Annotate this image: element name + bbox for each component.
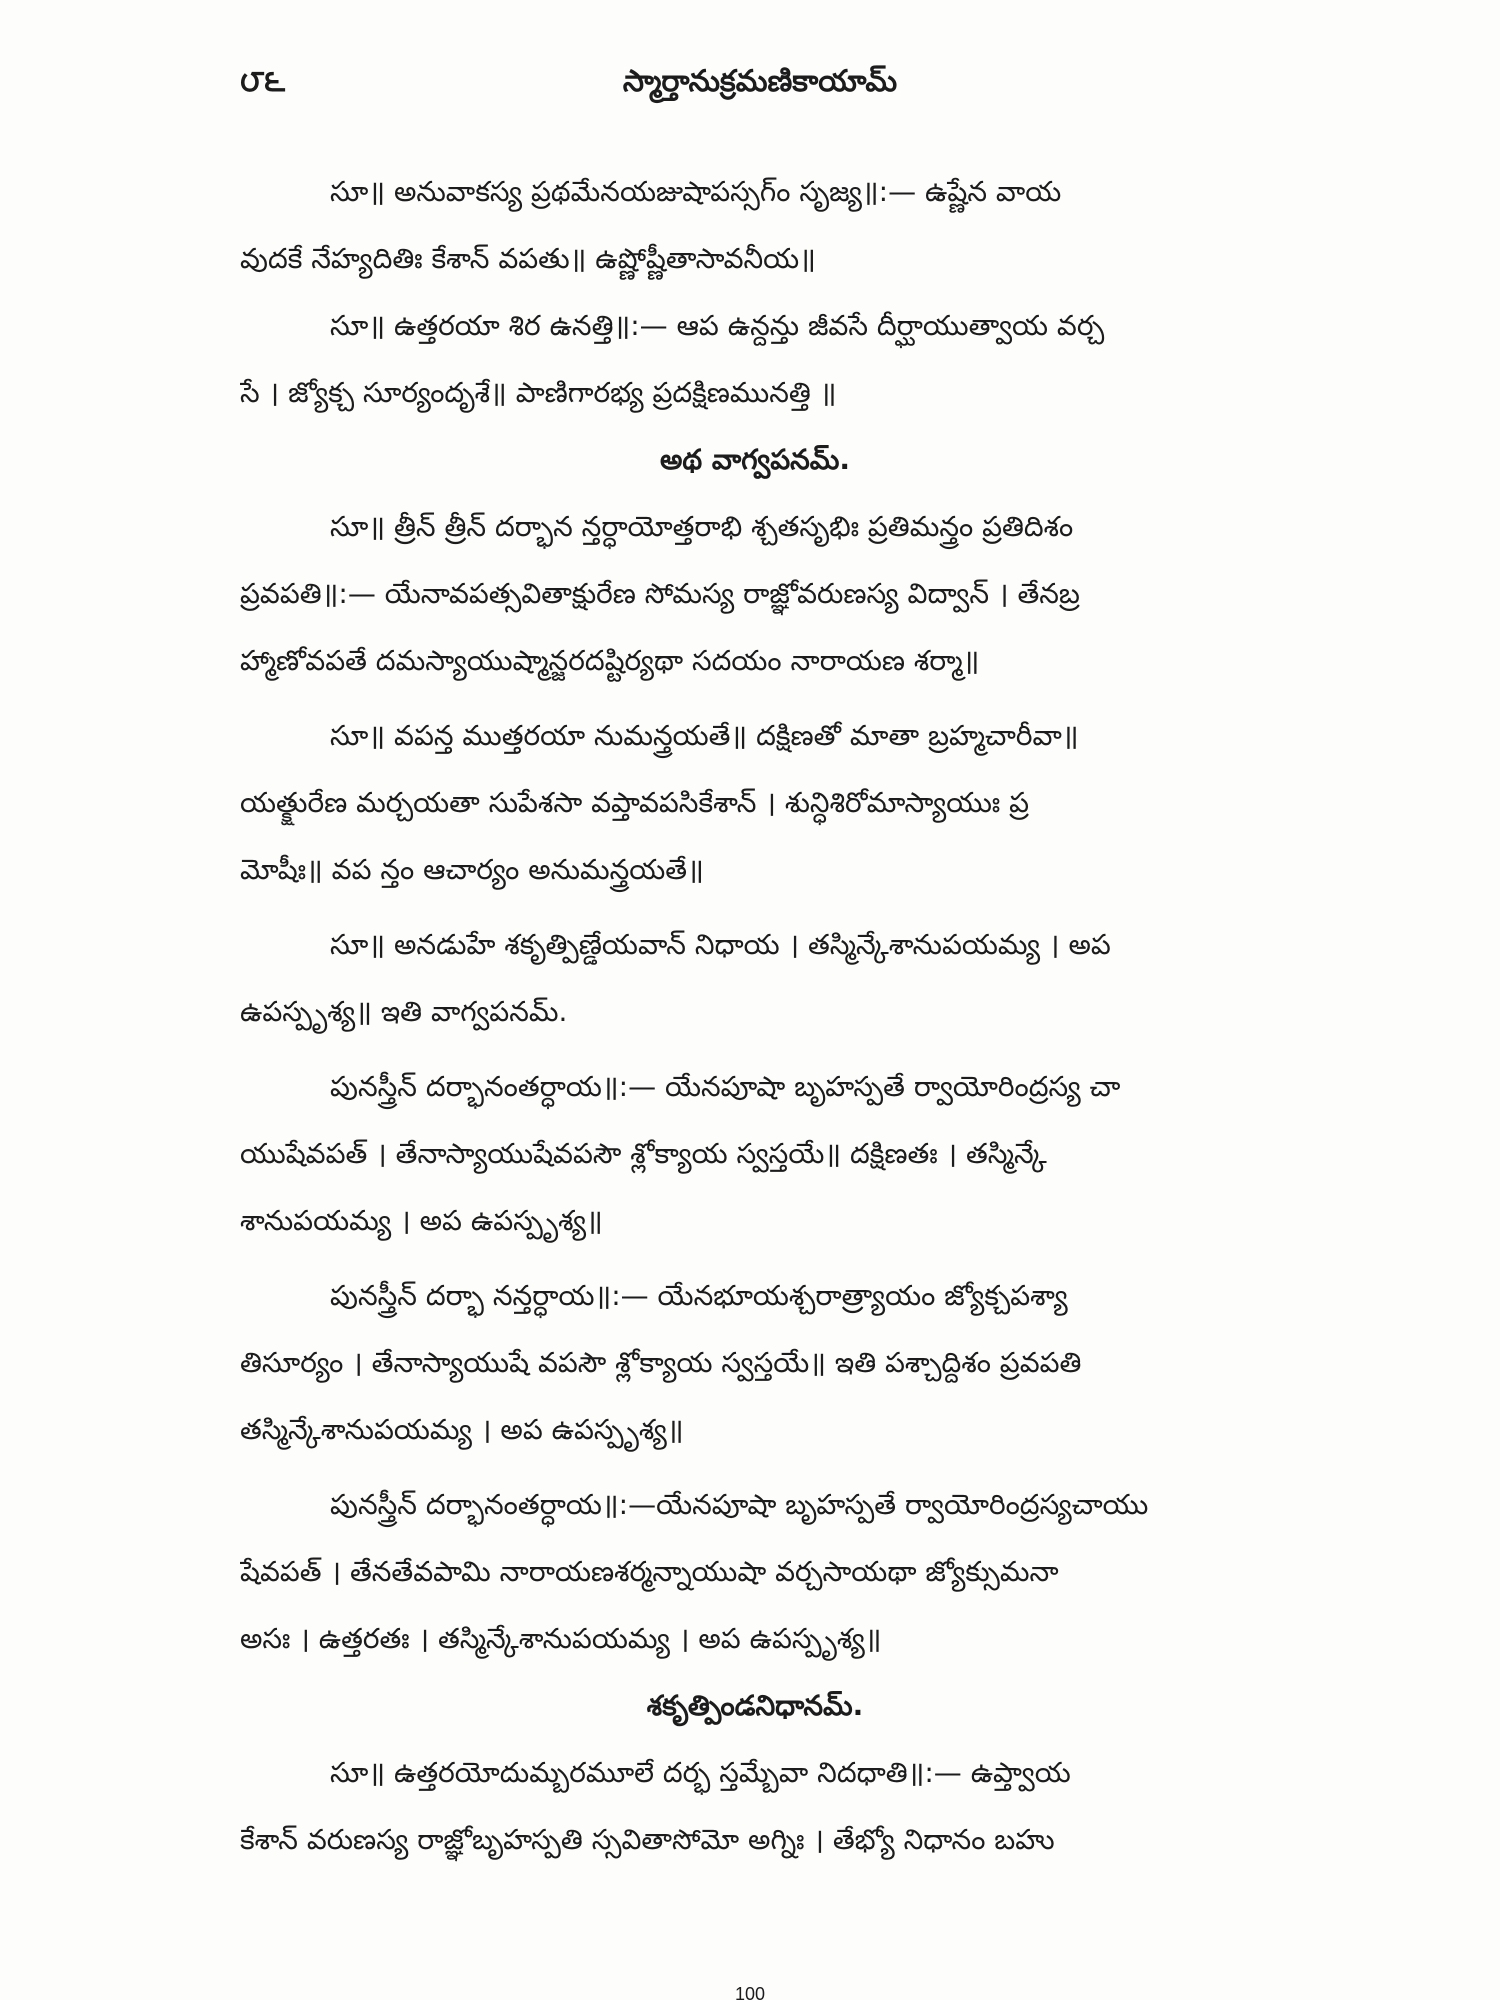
text-line: సూ॥ త్రీన్ త్రీన్ దర్భాన న్తర్ధాయోత్తరాభి శ్చతసృభిః ప్రతిమన్త్రం ప్రతిదిశం: [330, 510, 1074, 543]
text-line: ప్రవపతి॥:— యేనావపత్సవితాక్షురేణ సోమస్య రాజ్ఞోవరుణస్య విద్వాన్ । తేనబ్ర: [240, 577, 1080, 610]
page-number: 100: [734, 1984, 766, 2004]
text-line: సూ॥ అనువాకస్య ప్రథమేనయజుషాపస్సగ్ం సృజ్య॥:— ఉష్ణేన వాయ: [330, 175, 1062, 208]
page-footer: [0, 1984, 1500, 2005]
text-line: శానుపయమ్య । అప ఉపస్పృశ్య॥: [240, 1204, 603, 1237]
text-line: కేశాన్ వరుణస్య రాజ్ఞోబృహస్పతి స్సవితాసోమో అగ్నిః । తేభ్యో నిధానం బహు: [240, 1823, 1055, 1856]
text-line: షేవపత్ । తేనతేవపామి నారాయణశర్మన్నాయుషా వర్చసాయథా జ్యోక్సుమనా: [240, 1555, 1059, 1588]
section-heading: అథ వాగ్వపనమ్.: [659, 443, 851, 476]
running-title: స్మార్తానుక్రమణికాయామ్: [622, 64, 898, 99]
page-header: [240, 64, 1280, 114]
text-line: తస్మిన్కేశానుపయమ్య । అప ఉపస్పృశ్య॥: [240, 1413, 684, 1446]
text-line: తిసూర్యం । తేనాస్యాయుషే వపసౌ శ్లోక్యాయ స్వస్తయే॥ ఇతి పశ్చాద్దిశం ప్రవపతి: [240, 1346, 1082, 1379]
text-line: ఉపస్పృశ్య॥ ఇతి వాగ్వపనమ్.: [240, 995, 568, 1028]
text-line: యుషేవపత్ । తేనాస్యాయుషేవపసౌ శ్లోక్యాయ స్వస్తయే॥ దక్షిణతః । తస్మిన్కే: [240, 1137, 1047, 1170]
telugu-page-number: ౮౬: [240, 64, 286, 99]
text-line: హ్మాణోవపతే దమస్యాయుష్మాన్జరదష్టిర్యథా సదయం నారాయణ శర్మా॥: [240, 644, 980, 677]
text-line: పునస్త్రీన్ దర్భా నన్తర్ధాయ॥:— యేనభూయశ్చరాత్ర్యాయం జ్యోక్చపశ్యా: [330, 1279, 1068, 1312]
text-line: యత్క్షురేణ మర్చయతా సుపేశసా వప్తావపసికేశాన్ । శున్ధిశిరోమాస్యాయుః ప్ర: [240, 786, 1029, 819]
text-line: సే । జ్యోక్చ సూర్యందృశే॥ పాణిగారభ్య ప్రదక్షిణమునత్తి ॥: [240, 376, 837, 409]
text-line: సూ॥ అనడుహే శకృత్పిణ్డేయవాన్ నిధాయ । తస్మిన్కేశానుపయమ్య । అప: [330, 928, 1111, 961]
text-line: వుదకే నేహ్యదితిః కేశాన్ వపతు॥ ఉష్ణోష్ణీతాసావనీయ॥: [240, 242, 816, 275]
text-line: పునస్త్రీన్ దర్భానంతర్ధాయ॥:— యేనపూషా బృహస్పతే ర్వాయోరింద్రస్య చా: [330, 1070, 1121, 1103]
text-line: పునస్త్రీన్ దర్భానంతర్ధాయ॥:—యేనపూషా బృహస్పతే ర్వాయోరింద్రస్యచాయు: [330, 1488, 1149, 1521]
page-body: [240, 158, 1270, 1873]
text-line: అసః । ఉత్తరతః । తస్మిన్కేశానుపయమ్య । అప ఉపస్పృశ్య॥: [240, 1622, 882, 1655]
text-line: సూ॥ వపన్త ముత్తరయా నుమన్త్రయతే॥ దక్షిణతో మాతా బ్రహ్మచారీవా॥: [330, 719, 1079, 752]
text-line: సూ॥ ఉత్తరయా శిర ఉనత్తి॥:— ఆప ఉన్దన్తు జీవసే దీర్ఘాయుత్వాయ వర్చ: [330, 309, 1105, 342]
text-line: సూ॥ ఉత్తరయోదుమ్బరమూలే దర్భ స్తమ్బేవా నిదధాతి॥:— ఉప్త్వాయ: [330, 1756, 1071, 1789]
section-heading: శకృత్పిండనిధానమ్.: [646, 1689, 864, 1722]
text-line: మోషీః॥ వప న్తం ఆచార్యం అనుమన్త్రయతే॥: [240, 853, 704, 886]
